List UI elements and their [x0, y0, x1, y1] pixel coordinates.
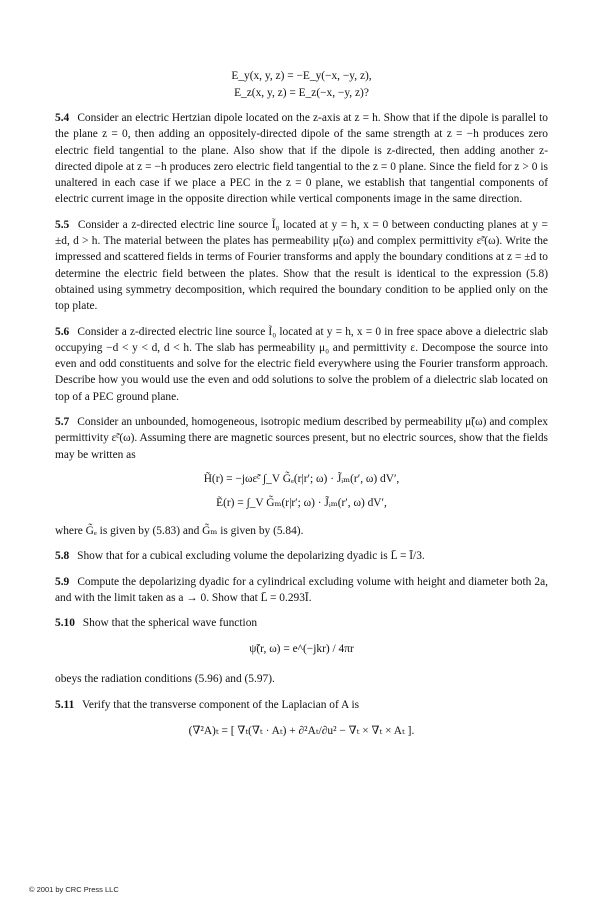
- equation-e-field: Ẽ(r) = ∫_V G̃ₘ(r|r′; ω) · J̃ᵢₘ(r′, ω) dV′,: [216, 496, 387, 509]
- copyright-footer: © 2001 by CRC Press LLC: [29, 885, 119, 894]
- problem-5-7: [55, 414, 548, 539]
- problem-text: Consider an unbounded, homogeneous, isotropic medium described by permeability μ̃(ω) and complex permittivity ε̃ᶜ(ω). Assuming there are magnetic sources present, but no electric sources, show that the fields may be written as: [55, 416, 548, 461]
- problem-number: 5.11: [55, 698, 75, 711]
- problem-text: Verify that the transverse component of the Laplacian of A is: [81, 698, 360, 711]
- problem-text: Show that the spherical wave function: [82, 617, 258, 630]
- problem-5-8: [55, 548, 548, 564]
- problem-text: Show that for a cubical excluding volume the depolarizing dyadic is L̄ = Ī/3.: [77, 550, 425, 563]
- problem-text-after: obeys the radiation conditions (5.96) and (5.97).: [55, 673, 275, 686]
- problem-5-11: [55, 697, 548, 743]
- problem-text: Consider a z-directed electric line source Ĩ₀ located at y = h, x = 0 between conducting planes at y = ±d, d > h. The material between the plates has permeability μ̃(ω) and complex permittivity ε̃ᶜ(ω). Write the impressed and scattered fields in terms of Fourier transforms and apply the boundary conditions at z = ±d to determine the electric field between the plates. Show that the result is identical to the expression (5.8) obtained using symmetry decomposition, which required the boundary condition to be applied only on the top plate.: [55, 218, 548, 313]
- problem-number: 5.7: [55, 416, 70, 429]
- equation-spherical-wave: ψ̃(r, ω) = e^(−jkr) / 4πr: [249, 643, 354, 656]
- problem-text: Consider an electric Hertzian dipole located on the z-axis at z = h. Show that if the dipole is parallel to the plane z = 0, then adding an oppositely-directed dipole of the same strength at z = −h produces zero electric field tangential to the plane. Also show that if the dipole is z-directed, then adding another z-directed dipole at z = −h produces zero electric field tangential to the z = 0 plane. Since the field for z > 0 is unaltered in each case if we place a PEC in the z = 0 plane, we establish that tangential components of electric current image in the opposite direction while vertical components image in the same direction.: [55, 112, 548, 206]
- problem-5-9: [55, 574, 548, 607]
- equation-laplacian: (∇²A)ₜ = [ ∇ₜ(∇ₜ · Aₜ) + ∂²Aₜ/∂u² − ∇ₜ × ∇ₜ × Aₜ ].: [188, 725, 415, 738]
- problem-number: 5.10: [55, 617, 75, 630]
- problem-text: Consider a z-directed electric line source Ĩ₀ located at y = h, x = 0 in free space above a dielectric slab occupying −d < y < d, d < h. The slab has permeability μ₀ and permittivity ε. Decompose the source into even and odd constituents and solve for the electric field everywhere using the Fourier transform approach. Describe how you would use the even and odd solutions to solve the problem of a dielectric slab located on top of a PEC ground plane.: [55, 325, 548, 403]
- page-content: [55, 68, 548, 752]
- equation-h-field: H̃(r) = −jωε̃ᶜ ∫_V G̃ₑ(r|r′; ω) · J̃ᵢₘ(r′, ω) dV′,: [203, 472, 400, 485]
- problem-number: 5.9: [55, 575, 70, 588]
- problem-text: Compute the depolarizing dyadic for a cylindrical excluding volume with height and diameter both 2a, and with the limit taken as a → 0. Show that L̄ = 0.293Ī.: [55, 575, 548, 604]
- top-equations: [55, 68, 548, 102]
- problem-5-10: [55, 615, 548, 688]
- problem-number: 5.4: [55, 112, 70, 124]
- problem-number: 5.5: [55, 218, 70, 231]
- problem-number: 5.8: [55, 550, 70, 563]
- equation-ez: E_z(x, y, z) = E_z(−x, −y, z)?: [234, 87, 369, 99]
- problem-number: 5.6: [55, 325, 70, 338]
- equation-ey: E_y(x, y, z) = −E_y(−x, −y, z),: [231, 70, 372, 82]
- problem-5-4: [55, 110, 548, 208]
- problem-5-6: [55, 324, 548, 405]
- problem-text-after: where G̃ₑ is given by (5.83) and G̃ₘ is given by (5.84).: [55, 524, 304, 537]
- problem-5-5: [55, 217, 548, 315]
